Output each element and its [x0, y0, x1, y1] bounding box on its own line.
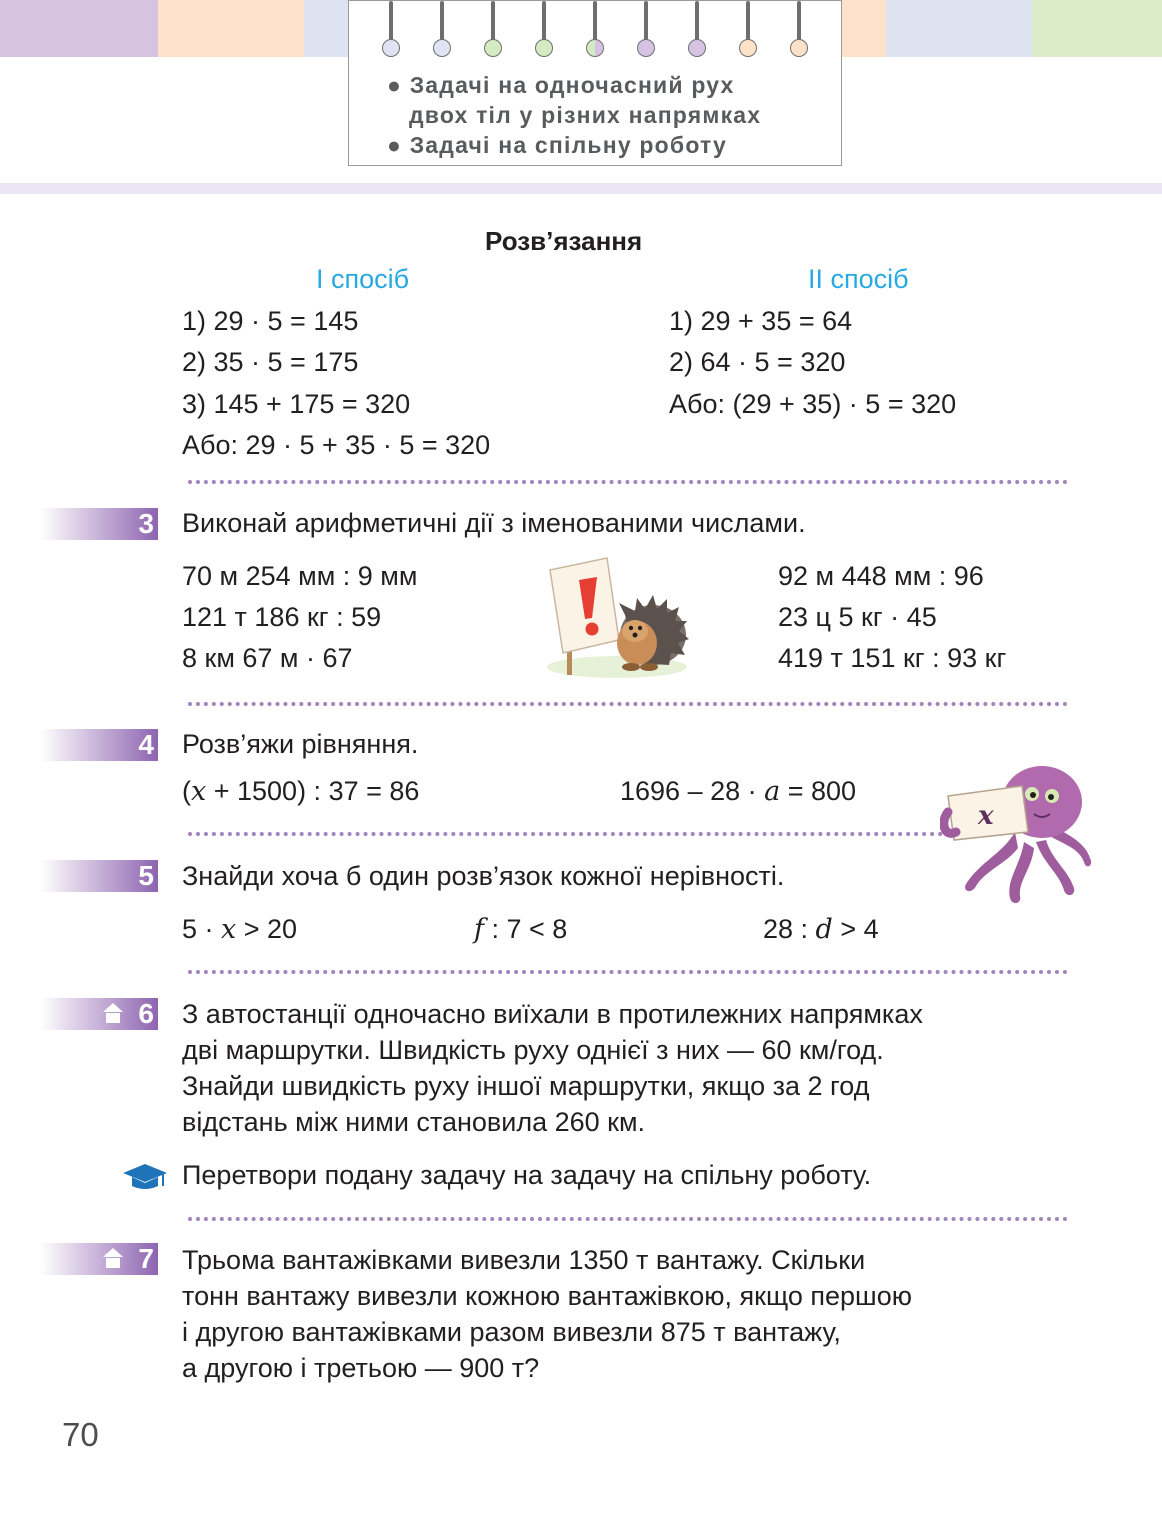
task-4-number: 4 — [138, 729, 154, 760]
eq1-post: + 1500) : 37 = 86 — [206, 776, 420, 806]
divider — [188, 970, 1068, 974]
ineq3-pre: 28 : — [763, 914, 816, 944]
ring-hole — [382, 39, 400, 57]
graduation-cap-icon — [122, 1162, 168, 1192]
task-6-line-2: дві маршрутки. Швидкість руху однієї з них — 60 км/год. — [182, 1035, 884, 1065]
divider — [188, 480, 1068, 484]
way1-step-3: 3) 145 + 175 = 320 — [182, 389, 411, 419]
task-4-equation-2 — [620, 776, 856, 807]
task-3-expr-6: 419 т 151 кг : 93 кг — [778, 643, 1007, 673]
ring-hole — [484, 39, 502, 57]
header-strip-blue-right — [886, 0, 1032, 57]
ring-wire — [695, 1, 699, 43]
task-7-line-3: і другою вантажівками разом вивезли 875 т вантажу, — [182, 1317, 841, 1347]
topic-2-text: Задачі на спільну роботу — [409, 132, 728, 158]
task-5-prompt: Знайди хоча б один розв’язок кожної нерівності. — [182, 861, 785, 891]
way1-step-1: 1) 29 · 5 = 145 — [182, 306, 359, 336]
task-7-line-2: тонн вантажу вивезли кожною вантажівкою, якщо першою — [182, 1281, 912, 1311]
topic-1-text: Задачі на одночасний рух — [409, 72, 735, 98]
way1-label: І спосіб — [316, 264, 410, 294]
ring-hole — [637, 39, 655, 57]
page-number: 70 — [62, 1416, 99, 1453]
ring-hole — [688, 39, 706, 57]
ineq2-post: : 7 < 8 — [484, 914, 568, 944]
task-6-number: 6 — [138, 998, 154, 1029]
eq1-variable: x — [191, 776, 207, 807]
task-4-tab — [40, 729, 158, 761]
header-strip-blue — [304, 0, 348, 57]
eq1-pre: ( — [182, 776, 191, 806]
way2-step-2: 2) 64 · 5 = 320 — [669, 347, 846, 377]
ring-hole — [433, 39, 451, 57]
ring-wire — [491, 1, 495, 43]
ineq1-variable: x — [221, 914, 237, 945]
task-6-tab — [40, 998, 158, 1030]
task-7-line-4: а другою і третьою — 900 т? — [182, 1353, 540, 1383]
eq2-pre: 1696 – 28 · — [620, 776, 765, 806]
ring-wire — [440, 1, 444, 43]
ring-hole — [586, 39, 604, 57]
task-3-expr-3: 8 км 67 м · 67 — [182, 643, 353, 673]
task-6-line-3: Знайди швидкість руху іншої маршрутки, якщо за 2 год — [182, 1071, 870, 1101]
task-3-tab — [40, 508, 158, 540]
octopus-with-x-sign-illustration — [940, 762, 1095, 907]
ring-wire — [593, 1, 597, 43]
task-3-expr-4: 92 м 448 мм : 96 — [778, 561, 984, 591]
topic-bullet-1: ● Задачі на одночасний рух — [387, 72, 735, 98]
topic-bullet-2: ● Задачі на спільну роботу — [387, 132, 728, 158]
header-strip-green — [1032, 0, 1162, 57]
task-5-number: 5 — [138, 860, 154, 891]
task-7-line-1: Трьома вантажівками вивезли 1350 т вантажу. Скільки — [182, 1245, 866, 1275]
ineq1-pre: 5 · — [182, 914, 222, 944]
ring-hole — [535, 39, 553, 57]
home-icon — [102, 1002, 124, 1024]
task-3-prompt: Виконай арифметичні дії з іменованими числами. — [182, 508, 806, 538]
header-strip-peach — [158, 0, 304, 57]
task-5-inequality-3 — [763, 914, 879, 945]
home-icon — [102, 1247, 124, 1269]
task-6-extra: Перетвори подану задачу на задачу на спільну роботу. — [182, 1160, 872, 1190]
ring-wire — [542, 1, 546, 43]
ineq1-post: > 20 — [236, 914, 298, 944]
task-6-line-4: відстань між ними становила 260 км. — [182, 1107, 646, 1137]
way2-alt: Або: (29 + 35) · 5 = 320 — [669, 389, 957, 419]
divider — [188, 1217, 1068, 1221]
solution-title: Розв’язання — [485, 226, 643, 256]
eq2-variable: a — [764, 776, 781, 807]
task-4-equation-1 — [182, 776, 419, 807]
topic-line-2: двох тіл у різних напрямках — [409, 102, 762, 128]
divider — [188, 702, 1068, 706]
header-band — [0, 183, 1162, 194]
topic-notebook — [348, 0, 842, 166]
task-7-tab — [40, 1243, 158, 1275]
divider — [188, 832, 943, 836]
way2-step-1: 1) 29 + 35 = 64 — [669, 306, 853, 336]
task-5-tab — [40, 860, 158, 892]
ineq2-variable: f — [474, 914, 484, 945]
header-strip-lilac — [0, 0, 158, 57]
way2-label: ІІ спосіб — [808, 264, 909, 294]
eq2-post: = 800 — [780, 776, 857, 806]
task-5-inequality-1 — [182, 914, 297, 945]
task-3-number: 3 — [138, 508, 154, 539]
ring-wire — [389, 1, 393, 43]
task-3-expr-2: 121 т 186 кг : 59 — [182, 602, 382, 632]
task-6-line-1: З автостанції одночасно виїхали в протилежних напрямках — [182, 999, 923, 1029]
ineq3-variable: d — [815, 914, 833, 945]
way1-step-2: 2) 35 · 5 = 175 — [182, 347, 359, 377]
task-3-expr-1: 70 м 254 мм : 9 мм — [182, 561, 418, 591]
ring-hole — [739, 39, 757, 57]
ring-hole — [790, 39, 808, 57]
octopus-sign-letter: x — [978, 801, 994, 831]
ring-wire — [746, 1, 750, 43]
hedgehog-with-sign-illustration — [545, 555, 695, 680]
ring-wire — [797, 1, 801, 43]
task-3-expr-5: 23 ц 5 кг · 45 — [778, 602, 937, 632]
header-strip-peach-right — [842, 0, 886, 57]
ring-wire — [644, 1, 648, 43]
task-4-prompt: Розв’яжи рівняння. — [182, 729, 419, 759]
ineq3-post: > 4 — [832, 914, 879, 944]
task-5-inequality-2 — [474, 914, 567, 945]
task-7-number: 7 — [138, 1243, 154, 1274]
way1-alt: Або: 29 · 5 + 35 · 5 = 320 — [182, 430, 491, 460]
